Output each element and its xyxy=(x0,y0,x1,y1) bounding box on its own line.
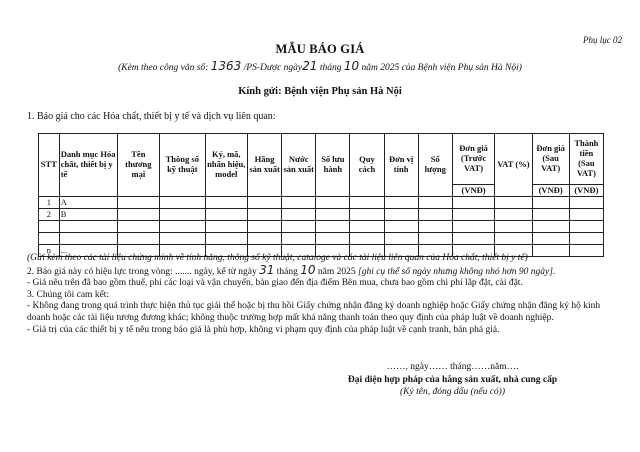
handwritten-month: 10 xyxy=(343,59,360,73)
validity-part2: tháng xyxy=(274,266,301,277)
subtitle-part2: /PS-Dược ngày xyxy=(241,63,303,73)
commitment-2: - Giá trị của các thiết bị y tế nêu trong báo giá là phù hợp, không vi phạm quy định của pháp luật về cạnh tranh, bán phá giá. xyxy=(27,324,500,335)
col-manufacturer: Hãng sản xuất xyxy=(247,134,281,197)
row-stt: 2 xyxy=(39,209,60,221)
handwritten-doc-number: 1363 xyxy=(210,59,242,73)
signature-date-line: ……, ngày…… tháng……năm…. xyxy=(386,362,519,372)
recipient-line: Kính gửi: Bệnh viện Phụ sản Hà Nội xyxy=(238,86,402,97)
col-specs: Thông số kỹ thuật xyxy=(160,134,206,197)
signature-block xyxy=(300,361,605,399)
col-stt: STT xyxy=(39,134,60,197)
table-row xyxy=(39,233,604,245)
table-header-row xyxy=(39,134,604,185)
table-row xyxy=(39,197,604,209)
handwritten-day: 21 xyxy=(302,59,318,73)
row-item-name: B xyxy=(59,209,117,221)
col-vat: VAT (%) xyxy=(495,134,532,197)
row-item-name xyxy=(59,233,117,245)
validity-part1: 2. Báo giá này có hiệu lực trong vòng: ....... ngày, kể từ ngày xyxy=(27,266,260,277)
document-subtitle xyxy=(0,59,640,73)
document-title: MẪU BÁO GIÁ xyxy=(275,42,365,56)
col-price-post-vat: Đơn giá (Sau VAT) xyxy=(532,134,569,185)
row-stt: n xyxy=(39,245,60,257)
col-quantity: Số lượng xyxy=(418,134,452,197)
col-unit: Đơn vị tính xyxy=(384,134,418,197)
table-row xyxy=(39,221,604,233)
row-stt xyxy=(39,221,60,233)
subtitle-part3: tháng xyxy=(317,63,344,73)
signature-representative: Đại diện hợp pháp của hãng sản xuất, nhà cung cấp xyxy=(347,374,558,385)
row-item-name: A xyxy=(59,197,117,209)
subtitle-part4: năm 2025 của Bệnh viện Phụ sản Hà Nội) xyxy=(359,63,522,73)
section-1-heading: 1. Báo giá cho các Hóa chất, thiết bị y tế và dịch vụ liên quan: xyxy=(27,111,276,122)
row-item-name: ... xyxy=(59,245,117,257)
col-packaging: Quy cách xyxy=(350,134,384,197)
handwritten-validity-month: 10 xyxy=(300,262,316,277)
validity-hint: [ghi cụ thể số ngày nhưng không nhỏ hơn 90 ngày]. xyxy=(358,266,556,277)
row-stt xyxy=(39,233,60,245)
handwritten-validity-day: 31 xyxy=(259,262,275,277)
appendix-label: Phụ lục 02 xyxy=(583,35,622,45)
table-row xyxy=(39,209,604,221)
price-note: - Giá nêu trên đã bao gồm thuế, phí các loại và vận chuyển, bàn giao đến địa điểm Bên mua, chưa bao gồm chi phí lắp đặt, cài đặt. xyxy=(27,278,523,289)
currency-post-vat: (VNĐ) xyxy=(532,185,569,197)
currency-total: (VNĐ) xyxy=(569,185,603,197)
validity-part3: năm 2025 xyxy=(315,266,358,277)
commitment-heading: 3. Chúng tôi cam kết: xyxy=(27,289,110,300)
quotation-table xyxy=(38,133,604,257)
col-item-name: Danh mục Hóa chất, thiết bị y tế xyxy=(59,134,117,197)
col-model: Ký, mã, nhãn hiệu, model xyxy=(205,134,247,197)
commitment-1: - Không đang trong quá trình thực hiện thủ tục giải thể hoặc bị thu hồi Giấy chứng nhận đăng ký doanh nghiệp hoặc Giấy chứng nhận đăng ký hộ kinh doanh hoặc các tài liệu tương đương khác; không thuộc trường hợp mất khả năng thanh toán theo quy định của pháp luật về doanh nghiệp. xyxy=(27,301,601,323)
col-registration: Số lưu hành xyxy=(316,134,350,197)
notes-section xyxy=(27,253,617,336)
col-total: Thành tiền (Sau VAT) xyxy=(569,134,603,185)
col-trade-name: Tên thương mại xyxy=(117,134,159,197)
row-item-name xyxy=(59,221,117,233)
currency-pre-vat: (VNĐ) xyxy=(452,185,494,197)
col-country: Nước sản xuất xyxy=(282,134,316,197)
subtitle-part1: (Kèm theo công văn số: xyxy=(118,63,211,73)
signature-instruction: (Ký tên, đóng dấu (nếu có)) xyxy=(400,387,505,397)
attachment-note: (Gửi kèm theo các tài liệu chứng minh về tính năng, thông số kỹ thuật, cataloge và các tài liệu liên quan của Hóa chất, thiết bị y tế) xyxy=(27,253,528,263)
validity-line xyxy=(27,262,617,279)
col-price-pre-vat: Đơn giá (Trước VAT) xyxy=(452,134,494,185)
row-stt: 1 xyxy=(39,197,60,209)
